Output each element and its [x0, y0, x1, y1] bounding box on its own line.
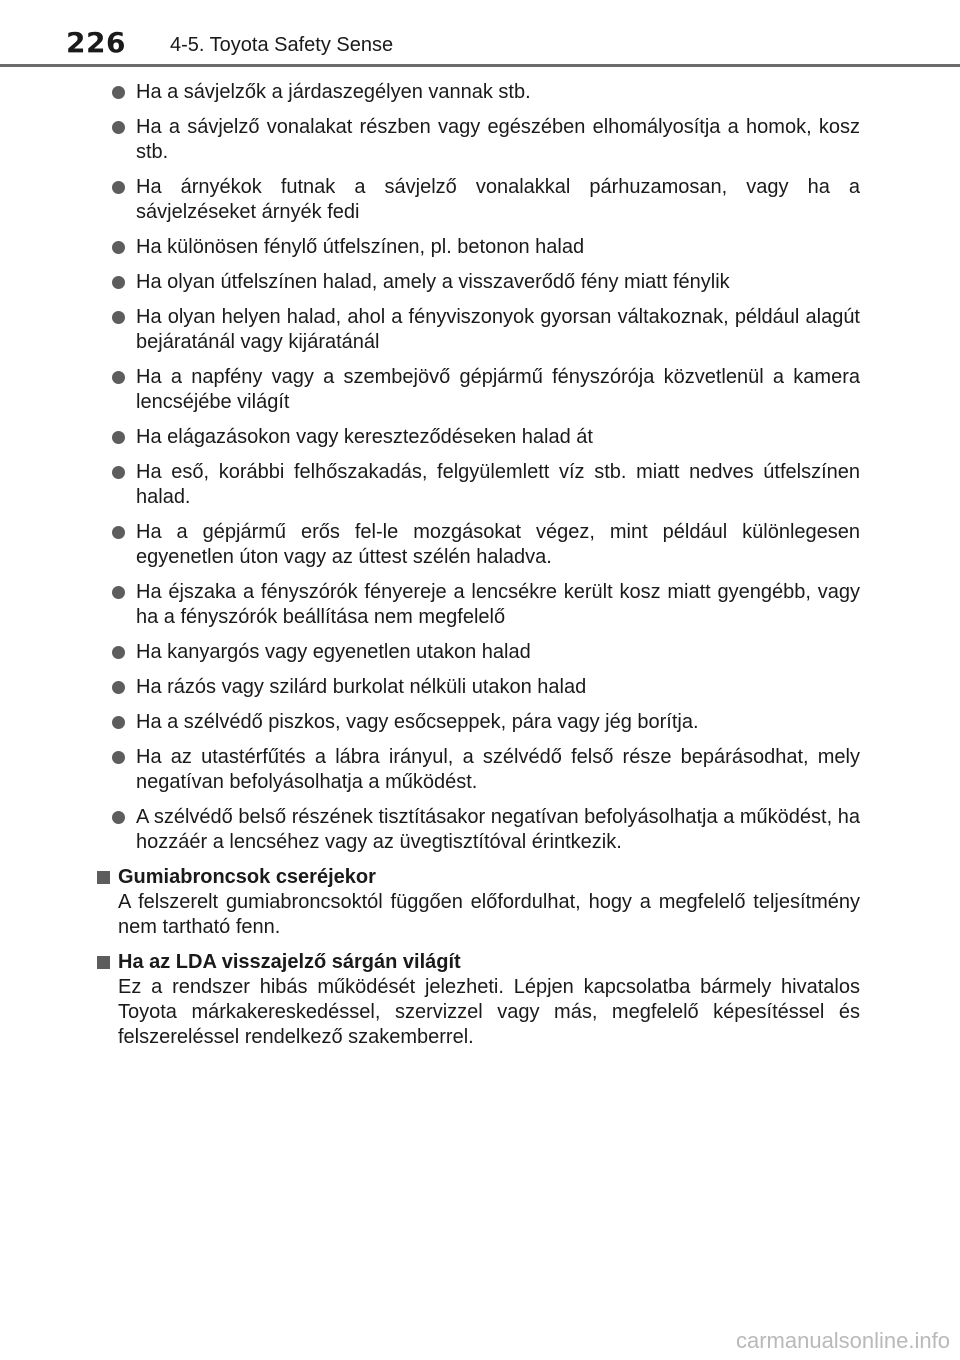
list-item-text: Ha kanyargós vagy egyenetlen utakon halad [136, 641, 531, 663]
list-item-text: A szélvédő belső részének tisztításakor negatívan befolyásolhatja a működést, ha hozzáér a lencséhez vagy az üvegtisztítóval érintkezik. [136, 806, 860, 853]
list-item [110, 305, 860, 355]
bullet-icon [112, 586, 125, 599]
list-item-text: Ha éjszaka a fényszórók fényereje a lencsékre került kosz miatt gyengébb, vagy ha a fényszórók beállítása nem megfelelő [136, 581, 860, 628]
list-item-text: Ha olyan helyen halad, ahol a fényviszonyok gyorsan váltakoznak, például alagút bejáratánál vagy kijáratánál [136, 306, 860, 353]
square-bullet-icon [97, 871, 110, 884]
list-item [110, 115, 860, 165]
bullet-icon [112, 371, 125, 384]
list-item-text: Ha az utastérfűtés a lábra irányul, a szélvédő felső része bepárásodhat, mely negatívan befolyásolhatja a működést. [136, 746, 860, 793]
section-body: Ez a rendszer hibás működését jelezheti. Lépjen kapcsolatba bármely hivatalos Toyota márkakereskedéssel, szervizzel vagy más, megfelelő képesítéssel és felszereléssel rendelkező szakemberrel. [118, 976, 860, 1048]
list-item [110, 80, 860, 105]
header-divider [0, 64, 960, 67]
list-item [110, 710, 860, 735]
bullet-icon [112, 811, 125, 824]
list-item-text: Ha a napfény vagy a szembejövő gépjármű fényszórója közvetlenül a kamera lencséjébe világít [136, 366, 860, 413]
list-item-text: Ha rázós vagy szilárd burkolat nélküli utakon halad [136, 676, 587, 698]
list-item-text: Ha a szélvédő piszkos, vagy esőcseppek, pára vagy jég borítja. [136, 711, 699, 733]
watermark: carmanualsonline.info [735, 1328, 950, 1353]
section-body: A felszerelt gumiabroncsoktól függően előfordulhat, hogy a megfelelő teljesítmény nem tartható fenn. [118, 891, 860, 938]
list-item [110, 675, 860, 700]
list-item-text: Ha olyan útfelszínen halad, amely a visszaverődő fény miatt fénylik [136, 271, 730, 293]
list-item [110, 745, 860, 795]
section-heading: Ha az LDA visszajelző sárgán világít [118, 951, 461, 973]
list-item [110, 805, 860, 855]
bullet-icon [112, 181, 125, 194]
list-item-text: Ha különösen fénylő útfelszínen, pl. betonon halad [136, 236, 585, 258]
condition-list [110, 80, 860, 855]
bullet-icon [112, 681, 125, 694]
bullet-icon [112, 431, 125, 444]
bullet-icon [112, 311, 125, 324]
section-title: 4-5. Toyota Safety Sense [170, 34, 394, 56]
list-item-text: Ha elágazásokon vagy kereszteződéseken halad át [136, 426, 593, 448]
bullet-icon [112, 466, 125, 479]
list-item [110, 235, 860, 260]
list-item [110, 270, 860, 295]
page-header [66, 24, 960, 64]
list-item-text: Ha eső, korábbi felhőszakadás, felgyülemlett víz stb. miatt nedves útfelszínen halad. [136, 461, 860, 508]
bullet-icon [112, 751, 125, 764]
list-item [110, 425, 860, 450]
list-item [110, 640, 860, 665]
lda-indicator-section [110, 950, 860, 1050]
square-bullet-icon [97, 956, 110, 969]
list-item [110, 365, 860, 415]
list-item-text: Ha a sávjelzők a járdaszegélyen vannak stb. [136, 81, 531, 103]
list-item-text: Ha a gépjármű erős fel-le mozgásokat végez, mint például különlegesen egyenetlen úton vagy az úttest szélén haladva. [136, 521, 860, 568]
list-item [110, 175, 860, 225]
list-item [110, 460, 860, 510]
bullet-icon [112, 276, 125, 289]
bullet-icon [112, 86, 125, 99]
bullet-icon [112, 121, 125, 134]
list-item-text: Ha a sávjelző vonalakat részben vagy egészében elhomályosítja a homok, kosz stb. [136, 116, 860, 163]
tire-replacement-section [110, 865, 860, 940]
bullet-icon [112, 526, 125, 539]
page-number: 226 [66, 26, 126, 59]
list-item [110, 580, 860, 630]
list-item [110, 520, 860, 570]
bullet-icon [112, 241, 125, 254]
list-item-text: Ha árnyékok futnak a sávjelző vonalakkal párhuzamosan, vagy ha a sávjelzéseket árnyék fedi [136, 176, 860, 223]
bullet-icon [112, 716, 125, 729]
bullet-icon [112, 646, 125, 659]
section-heading: Gumiabroncsok cseréjekor [118, 866, 376, 888]
page-content [110, 80, 860, 1060]
